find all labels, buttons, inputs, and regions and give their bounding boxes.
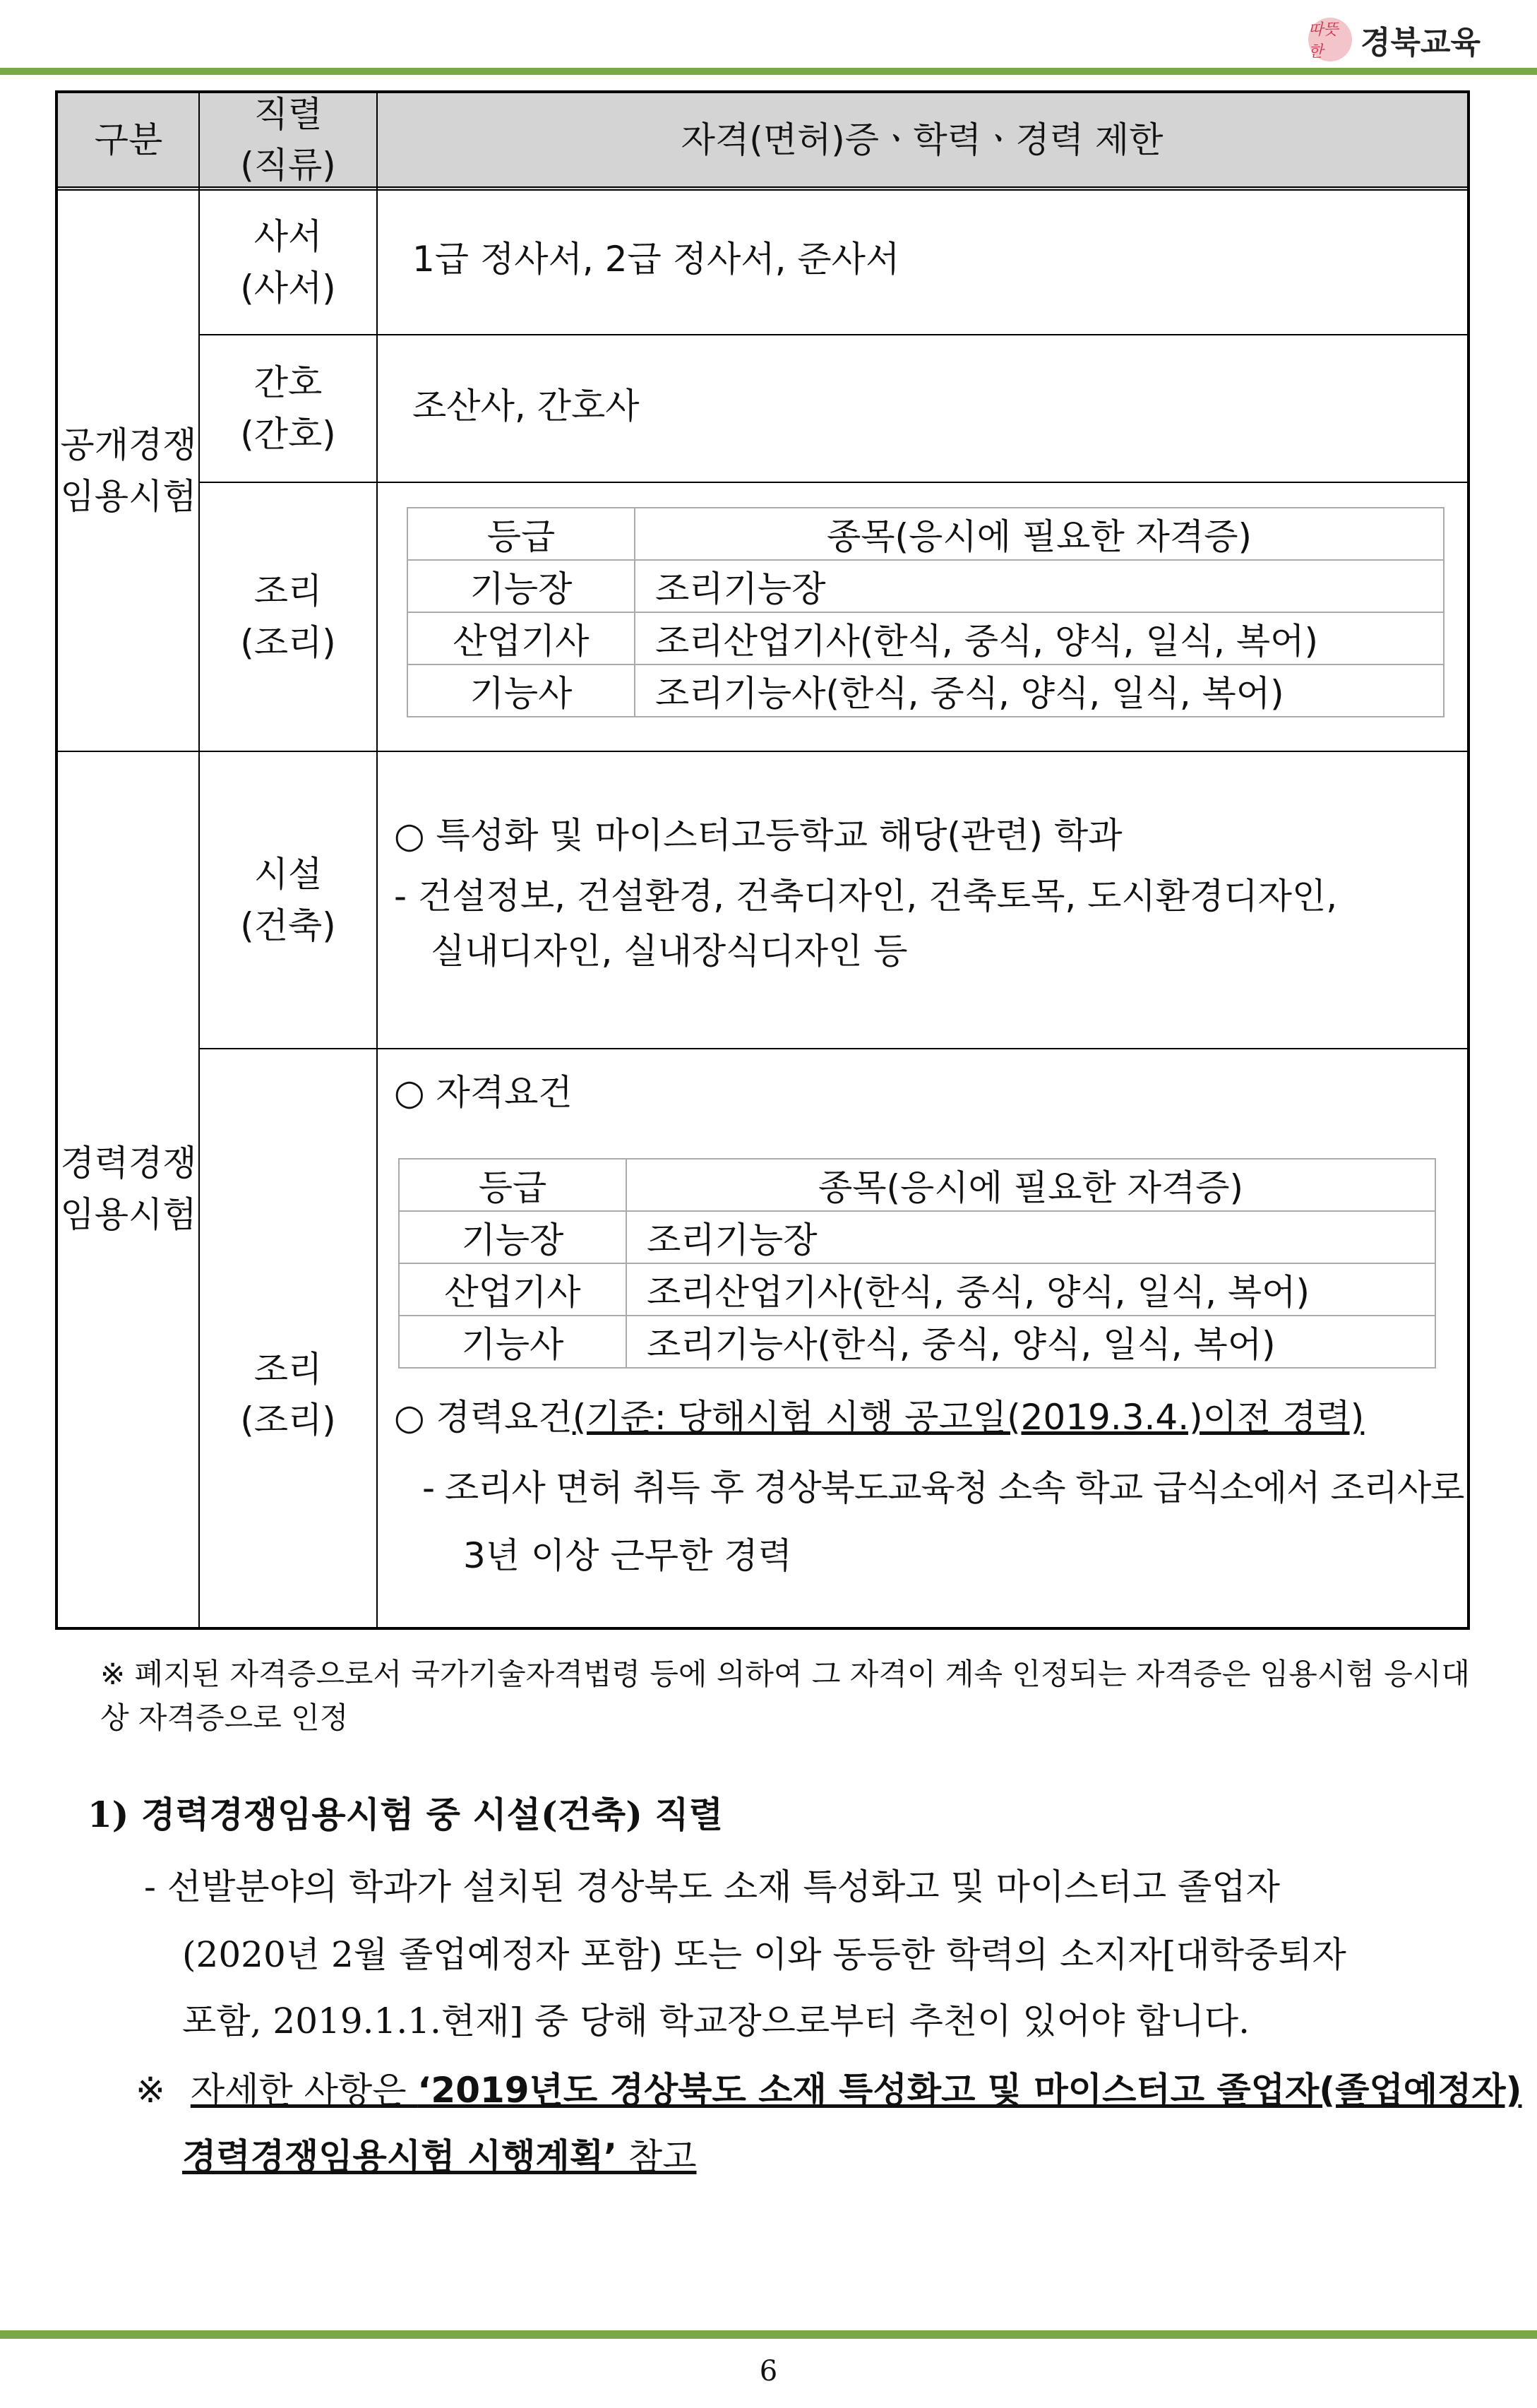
- reference-title-part2: 경력경쟁임용시험 시행계획’: [182, 2136, 618, 2177]
- series-librarian: [199, 191, 377, 334]
- reference-line1: [136, 2062, 1522, 2113]
- sub-cell-grade: 기능사: [399, 1316, 626, 1368]
- reference-mark: ※: [136, 2070, 165, 2111]
- header-category: [58, 93, 199, 186]
- section-title: 1) 경력경쟁임용시험 중 시설(건축) 직렬: [88, 1794, 723, 1835]
- section-line3: 포함, 2019.1.1.현재] 중 당해 학교장으로부터 추천이 있어야 합니다.: [182, 2001, 1250, 2042]
- sub-header-grade: 등급: [407, 508, 635, 560]
- section-line1: - 선발분야의 학과가 설치된 경상북도 소재 특성화고 및 마이스터고 졸업자: [144, 1866, 1280, 1907]
- series-cook-career-line1: 조리: [253, 1348, 323, 1390]
- series-cook-open: [199, 483, 377, 751]
- cook-career-sub-table: [398, 1158, 1436, 1369]
- sub-cell-grade: 기능장: [399, 1211, 626, 1263]
- series-cook-open-line1: 조리: [253, 571, 323, 612]
- sub-cell-item: 조리산업기사(한식, 중식, 양식, 일식, 복어): [626, 1263, 1435, 1316]
- table-row: [407, 664, 1444, 717]
- reference-suffix: 참고: [617, 2136, 697, 2177]
- row-divider-facility: [199, 1048, 1467, 1049]
- header-qualification: [377, 93, 1467, 186]
- sub-cell-item: 조리기능장: [626, 1211, 1435, 1263]
- facility-line1: ○ 특성화 및 마이스터고등학교 해당(관련) 학과: [394, 815, 1123, 856]
- reference-line2: [182, 2128, 697, 2179]
- cook-career-requirement-title: ○ 자격요건: [394, 1072, 573, 1113]
- header-series: [199, 93, 377, 186]
- sub-table-header: [407, 508, 1444, 560]
- series-cook-career: [199, 1049, 377, 1627]
- qual-nurse: 조산사, 간호사: [412, 386, 640, 427]
- group-open-competition: [58, 191, 199, 751]
- series-cook-career-line2: (조리): [240, 1400, 336, 1441]
- sub-cell-grade: 기능장: [407, 560, 635, 612]
- series-cook-open-line2: (조리): [240, 621, 336, 663]
- reference-prefix: 자세한 사항은: [190, 2070, 418, 2111]
- header-category-text: 구분: [94, 119, 163, 160]
- facility-line2: - 건설정보, 건설환경, 건축디자인, 건축토목, 도시환경디자인,: [394, 876, 1338, 917]
- header-series-line2: (직류): [240, 145, 336, 186]
- table-row: [399, 1211, 1435, 1263]
- group-open-line1: 공개경쟁: [60, 424, 197, 465]
- section-line2: (2020년 2월 졸업예정자 포함) 또는 이와 동등한 학력의 소지자[대학중퇴자: [182, 1934, 1346, 1975]
- row-divider-librarian: [199, 334, 1467, 335]
- sub-cell-item: 조리기능사(한식, 중식, 양식, 일식, 복어): [635, 664, 1444, 717]
- sub-header-item: 종목(응시에 필요한 자격증): [635, 508, 1444, 560]
- sub-cell-grade: 산업기사: [407, 612, 635, 664]
- sub-cell-item: 조리기능장: [635, 560, 1444, 612]
- table-row: [399, 1263, 1435, 1316]
- page-number: 6: [759, 2355, 778, 2388]
- cook-career-experience: [394, 1393, 1364, 1442]
- reference-title-part1: ‘2019년도 경상북도 소재 특성화고 및 마이스터고 졸업자(졸업예정자): [417, 2070, 1522, 2111]
- table-row: [407, 612, 1444, 664]
- header-logo: [1308, 14, 1481, 65]
- header-series-line1: 직렬: [253, 93, 323, 135]
- logo-text: 경북교육: [1360, 25, 1481, 61]
- career-line1: - 조리사 면허 취득 후 경상북도교육청 소속 학교 급식소에서 조리사로: [422, 1467, 1464, 1508]
- sub-cell-grade: 기능사: [407, 664, 635, 717]
- facility-line3: 실내디자인, 실내장식디자인 등: [431, 931, 908, 972]
- group-career-line2: 임용시험: [60, 1193, 197, 1235]
- group-open-line2: 임용시험: [60, 475, 197, 517]
- bottom-green-rule: [0, 2330, 1537, 2339]
- series-nurse-line2: (간호): [240, 413, 336, 455]
- series-nurse-line1: 간호: [253, 362, 323, 403]
- series-nurse: [199, 335, 377, 482]
- series-facility-line2: (건축): [240, 905, 336, 946]
- logo-mark: 따뜻한: [1308, 18, 1352, 61]
- sub-cell-item: 조리기능사(한식, 중식, 양식, 일식, 복어): [626, 1316, 1435, 1368]
- row-divider-nurse: [199, 482, 1467, 483]
- sub-table-header: [399, 1159, 1435, 1211]
- career-line2: 3년 이상 근무한 경력: [463, 1535, 792, 1576]
- cook-open-sub-table: [407, 507, 1445, 717]
- series-librarian-line1: 사서: [253, 216, 323, 257]
- qualification-table: [55, 90, 1470, 1630]
- series-facility-line1: 시설: [253, 854, 323, 895]
- group-career-line1: 경력경쟁: [60, 1143, 197, 1184]
- sub-header-item: 종목(응시에 필요한 자격증): [626, 1159, 1435, 1211]
- sub-cell-item: 조리산업기사(한식, 중식, 양식, 일식, 복어): [635, 612, 1444, 664]
- career-criteria: (기준: 당해시험 시행 공고일(2019.3.4.)이전 경력): [572, 1397, 1365, 1438]
- header-qualification-text: 자격(면허)증ㆍ학력ㆍ경력 제한: [681, 119, 1164, 160]
- top-green-rule: [0, 68, 1537, 75]
- group-career-competition: [58, 751, 199, 1627]
- career-prefix: ○ 경력요건: [394, 1397, 573, 1438]
- series-facility: [199, 752, 377, 1048]
- sub-cell-grade: 산업기사: [399, 1263, 626, 1316]
- sub-header-grade: 등급: [399, 1159, 626, 1211]
- table-row: [399, 1316, 1435, 1368]
- qual-librarian: 1급 정사서, 2급 정사서, 준사서: [412, 239, 900, 280]
- table-row: [407, 560, 1444, 612]
- series-librarian-line2: (사서): [240, 267, 336, 309]
- table-footnote: ※ 폐지된 자격증으로서 국가기술자격법령 등에 의하여 그 자격이 계속 인정되는 자격증은 임용시험 응시대상 자격증으로 인정: [100, 1657, 1470, 1735]
